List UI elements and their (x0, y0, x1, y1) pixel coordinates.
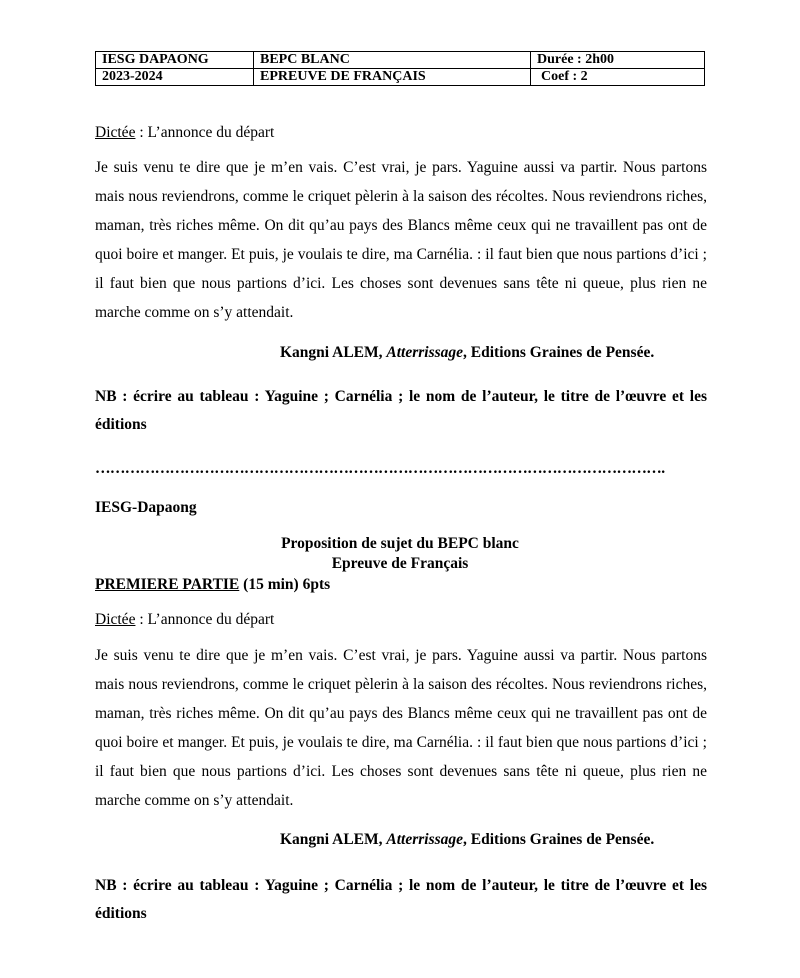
part-heading (95, 575, 707, 595)
part-duration-points: (15 min) 6pts (239, 576, 331, 593)
school-year: 2023-2024 (96, 69, 254, 86)
citation-author: Kangni ALEM, (280, 344, 387, 361)
dictee-title: : L’annonce du départ (135, 124, 275, 141)
dictee-heading-2 (95, 610, 707, 630)
citation (280, 343, 705, 363)
proposal-title: Proposition de sujet du BEPC blanc (281, 535, 519, 552)
citation-author-2: Kangni ALEM, (280, 831, 387, 848)
citation-2 (280, 830, 705, 850)
exam-subject: EPREUVE DE FRANÇAIS (254, 69, 531, 86)
dictee-label: Dictée (95, 124, 136, 141)
citation-publisher: , Editions Graines de Pensée. (463, 344, 655, 361)
separator-dots: ……………………………………………………………………………………………………. (95, 460, 665, 477)
nb-note-2: NB : écrire au tableau : Yaguine ; Carnélia ; le nom de l’auteur, le titre de l’œuvre et les éditions (95, 877, 707, 922)
school-heading: IESG-Dapaong (95, 499, 197, 516)
citation-title: Atterrissage (386, 344, 464, 361)
subject-title: Epreuve de Français (331, 555, 469, 572)
exam-duration: Durée : 2h00 (531, 52, 705, 69)
dictation-text: Je suis venu te dire que je m’en vais. C’est vrai, je pars. Yaguine aussi va partir. Nous partons mais nous reviendrons, comme le criquet pèlerin à la saison des récoltes. Nous reviendrons riches, maman, très riches même. On dit qu’au pays des Blancs même ceux qui ne travaillent pas ont de quoi boire et manger. Et puis, je voulais te dire, ma Carnélia. : il faut bien que nous partions d’ici ; il faut bien que nous partions d’ici. Les choses sont devenues sans tête ni queue, plus rien ne marche comme on s’y attendait. (95, 159, 707, 321)
nb-note: NB : écrire au tableau : Yaguine ; Carnélia ; le nom de l’auteur, le titre de l’œuvre et les éditions (95, 388, 707, 433)
exam-coefficient: Coef : 2 (531, 69, 705, 86)
school-name: IESG DAPAONG (96, 52, 254, 69)
exam-name: BEPC BLANC (254, 52, 531, 69)
dictee-heading (95, 123, 707, 143)
exam-header-table (95, 51, 705, 86)
part-label: PREMIERE PARTIE (95, 576, 240, 593)
dictee-label-2: Dictée (95, 611, 136, 628)
citation-title-2: Atterrissage (386, 831, 464, 848)
dictation-text-2: Je suis venu te dire que je m’en vais. C’est vrai, je pars. Yaguine aussi va partir. Nous partons mais nous reviendrons, comme le criquet pèlerin à la saison des récoltes. Nous reviendrons riches, maman, très riches même. On dit qu’au pays des Blancs même ceux qui ne travaillent pas ont de quoi boire et manger. Et puis, je voulais te dire, ma Carnélia. : il faut bien que nous partions d’ici ; il faut bien que nous partions d’ici. Les choses sont devenues sans tête ni queue, plus rien ne marche comme on s’y attendait. (95, 647, 707, 809)
citation-publisher-2: , Editions Graines de Pensée. (463, 831, 655, 848)
dictee-title-2: : L’annonce du départ (135, 611, 275, 628)
